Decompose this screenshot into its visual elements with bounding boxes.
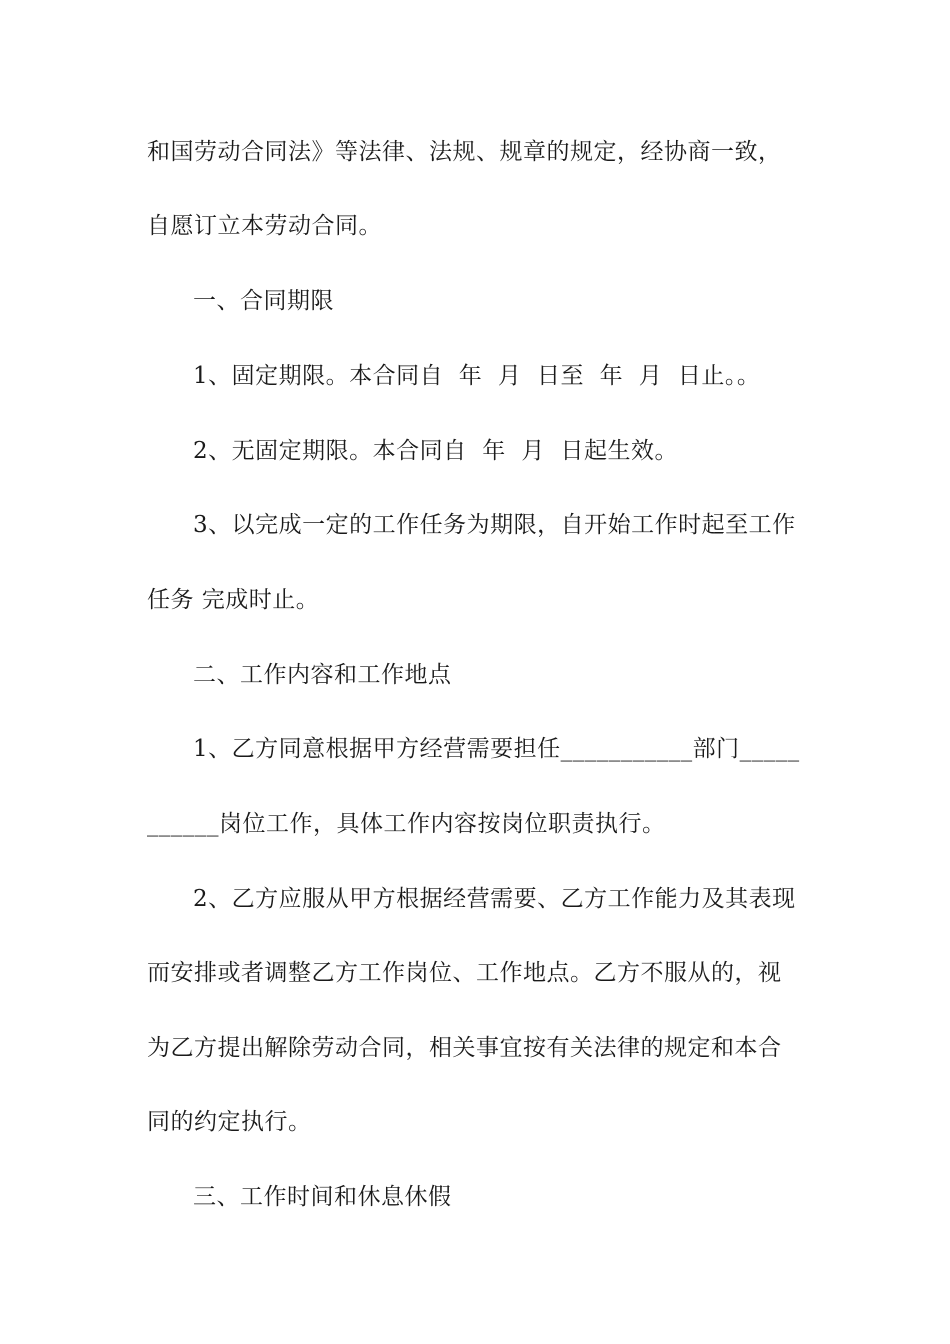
text-line: 任务 完成时止。: [147, 587, 320, 613]
section-heading: 一、合同期限: [193, 288, 334, 314]
text-line: 2、无固定期限。本合同自 年 月 日起生效。: [193, 438, 678, 464]
text-line: 2、乙方应服从甲方根据经营需要、乙方工作能力及其表现: [193, 886, 796, 912]
section-heading: 二、工作内容和工作地点: [193, 662, 452, 688]
text-line: 1、固定期限。本合同自 年 月 日至 年 月 日止。。: [193, 363, 761, 389]
text-line: 自愿订立本劳动合同。: [147, 213, 382, 239]
text-line: 而安排或者调整乙方工作岗位、工作地点。乙方不服从的，视: [147, 960, 782, 986]
text-line: ______岗位工作，具体工作内容按岗位职责执行。: [147, 811, 666, 837]
text-line: 3、以完成一定的工作任务为期限，自开始工作时起至工作: [193, 512, 796, 538]
section-heading: 三、工作时间和休息休假: [193, 1184, 452, 1210]
text-line: 1、乙方同意根据甲方经营需要担任___________部门_____: [193, 736, 800, 762]
text-line: 同的约定执行。: [147, 1109, 312, 1135]
text-line: 为乙方提出解除劳动合同，相关事宜按有关法律的规定和本合: [147, 1035, 782, 1061]
text-line: 和国劳动合同法》等法律、法规、规章的规定，经协商一致，: [147, 139, 782, 165]
